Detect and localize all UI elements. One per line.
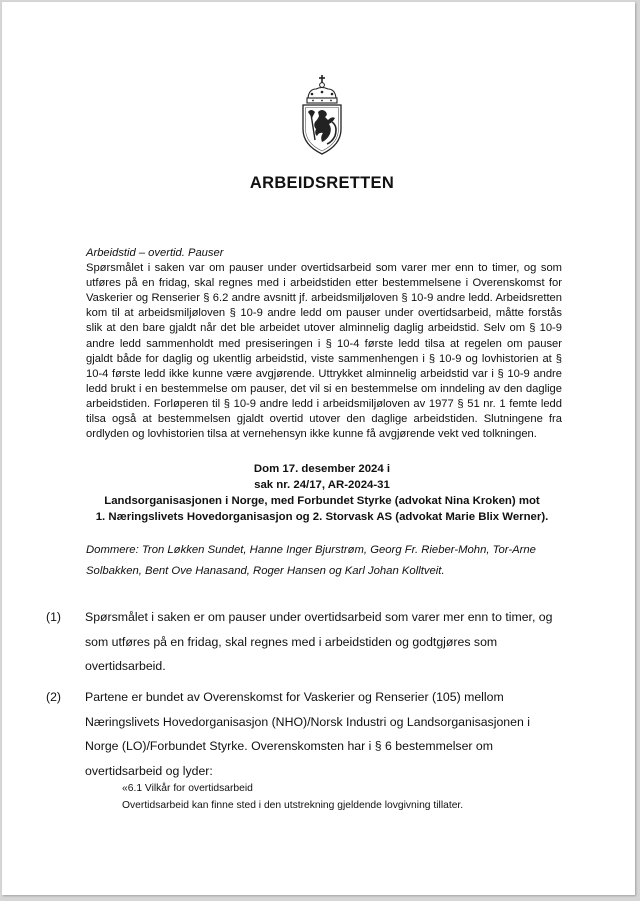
- judges-list: Dommere: Tron Løkken Sundet, Hanne Inger Bjurstrøm, Georg Fr. Rieber-Mohn, Tor-Arne Solbakken, Bent Ove Hanasand, Roger Hansen og Karl Johan Kolltveit.: [86, 544, 536, 577]
- court-name-heading: ARBEIDSRETTEN: [249, 174, 395, 192]
- paragraph-text: Spørsmålet i saken er om pauser under overtidsarbeid som varer mer enn to timer, og som utføres på en fridag, skal regnes med i arbeidstiden og godtgjøres som overtidsarbeid.: [85, 610, 553, 673]
- document-page: [2, 2, 635, 895]
- quote-text: Overtidsarbeid kan finne sted i den utstrekning gjeldende lovgivning tillater.: [122, 800, 464, 811]
- case-summary: [86, 246, 562, 442]
- case-number: sak nr. 24/17, AR-2024-31: [254, 478, 390, 491]
- paragraph-number: (1): [46, 610, 62, 624]
- coat-of-arms-icon: [298, 74, 346, 156]
- paragraph-text: Partene er bundet av Overenskomst for Vaskerier og Renserier (105) mellom Næringslivets Hovedorganisasjon (NHO)/Norsk Industri og Landsorganisasjonen i Norge (LO)/Forbundet Styrke. Overenskomsten har i § 6 bestemmelser om overtidsarbeid og lyder:: [85, 690, 530, 778]
- parties-line-1: Landsorganisasjonen i Norge, med Forbundet Styrke (advokat Nina Kroken) mot: [104, 495, 540, 507]
- numbered-paragraph: [46, 685, 566, 783]
- quote-heading: «6.1 Vilkår for overtidsarbeid: [122, 783, 253, 794]
- agreement-quote: [122, 780, 562, 814]
- numbered-paragraph: [46, 605, 566, 679]
- summary-text: Spørsmålet i saken var om pauser under overtidsarbeid som varer mer enn to timer, og som utføres på en fridag, skal regnes med i arbeidstiden etter bestemmelsene i Overenskomst for Vaskerier og Renserier § 6.2 andre avsnitt jf. arbeidsmiljøloven § 10-9 andre ledd. Arbeidsretten kom til at arbeidsmiljøloven § 10-9 andre ledd om pauser under overtidsarbeid, måtte forstås slik at den bare gjaldt når det ble arbeidet utover alminnelig daglig arbeidstid. Selv om § 10-9 andre ledd sammenholdt med presiseringen i § 10-4 første ledd tilsa at regelen om pauser gjaldt både for daglig og ukentlig arbeidstid, viste sammenhengen i § 10-9 og lovhistorien at § 10-4 første ledd ikke kunne være avgjørende. Uttrykket alminnelig arbeidstid var i § 10-9 andre ledd brukt i en bestemmelse om pauser, det vil si en bestemmelse om inndeling av den daglige arbeidstiden. Forløperen til § 10-9 andre ledd i arbeidsmiljøloven av 1977 § 51 nr. 1 femte ledd tilsa også at bestemmelsen gjaldt overtid utover den daglige arbeidstiden. Slutningene fra ordlyden og lovhistorien tilsa at vernehensyn ikke kunne få avgjørende vekt ved tolkningen.: [86, 262, 562, 441]
- paragraph-number: (2): [46, 690, 62, 704]
- verdict-header: [2, 462, 640, 525]
- summary-keywords: Arbeidstid – overtid. Pauser: [86, 247, 224, 259]
- verdict-date: Dom 17. desember 2024 i: [253, 463, 391, 475]
- parties-line-2: 1. Næringslivets Hovedorganisasjon og 2. Storvask AS (advokat Marie Blix Werner).: [95, 511, 549, 523]
